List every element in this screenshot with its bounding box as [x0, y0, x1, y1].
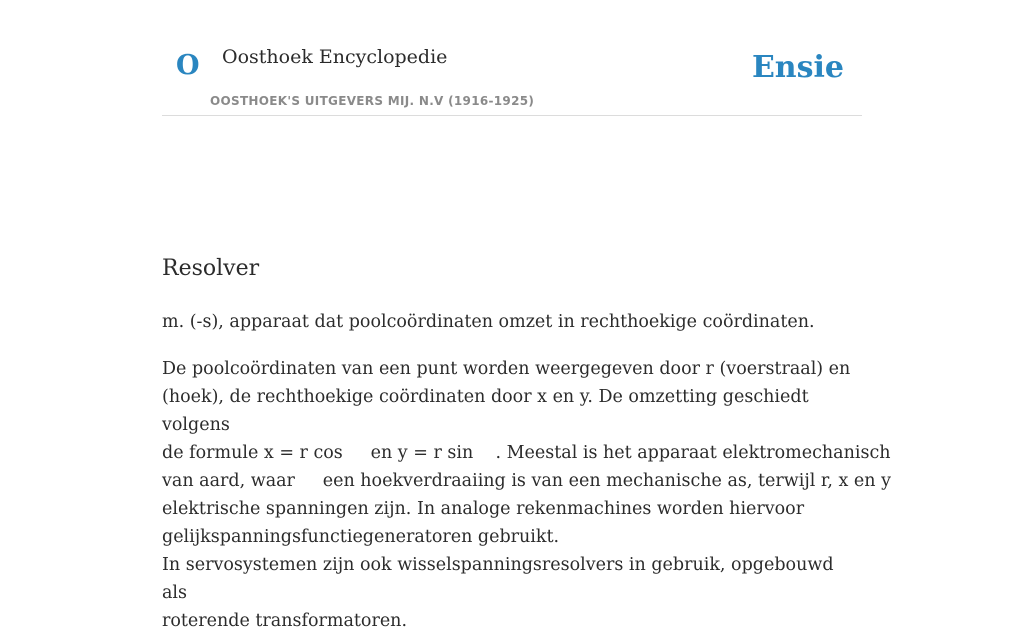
logo-icon[interactable]: O	[176, 50, 200, 81]
text-line: van aard, waar een hoekverdraaiing is van een mechanische as, terwijl r, x en y	[162, 471, 891, 491]
text-line: gelijkspanningsfunctiegeneratoren gebruikt.	[162, 527, 560, 547]
text-line: (hoek), de rechthoekige coördinaten door x en y. De omzetting geschiedt volgens	[162, 387, 809, 435]
ensie-logo-link[interactable]: Ensie	[751, 50, 844, 85]
entry-paragraph-1	[162, 355, 891, 551]
entry-definition: m. (-s), apparaat dat poolcoördinaten omzet in rechthoekige coördinaten.	[162, 312, 815, 332]
text-line: roterende transformatoren.	[162, 611, 408, 631]
entry-title: Resolver	[162, 256, 260, 281]
book-title[interactable]: Oosthoek Encyclopedie	[222, 46, 448, 68]
site-header	[162, 0, 862, 116]
text-line: In servosystemen zijn ook wisselspanningsresolvers in gebruik, opgebouwd als	[162, 555, 834, 603]
entry-paragraph-2	[162, 551, 862, 635]
publisher-line: OOSTHOEK'S UITGEVERS MIJ. N.V (1916-1925)	[210, 94, 535, 108]
page-container	[162, 0, 891, 631]
text-line: De poolcoördinaten van een punt worden weergegeven door r (voerstraal) en	[162, 359, 851, 379]
text-line: de formule x = r cos en y = r sin . Meestal is het apparaat elektromechanisch	[162, 443, 891, 463]
text-line: elektrische spanningen zijn. In analoge rekenmachines worden hiervoor	[162, 499, 805, 519]
